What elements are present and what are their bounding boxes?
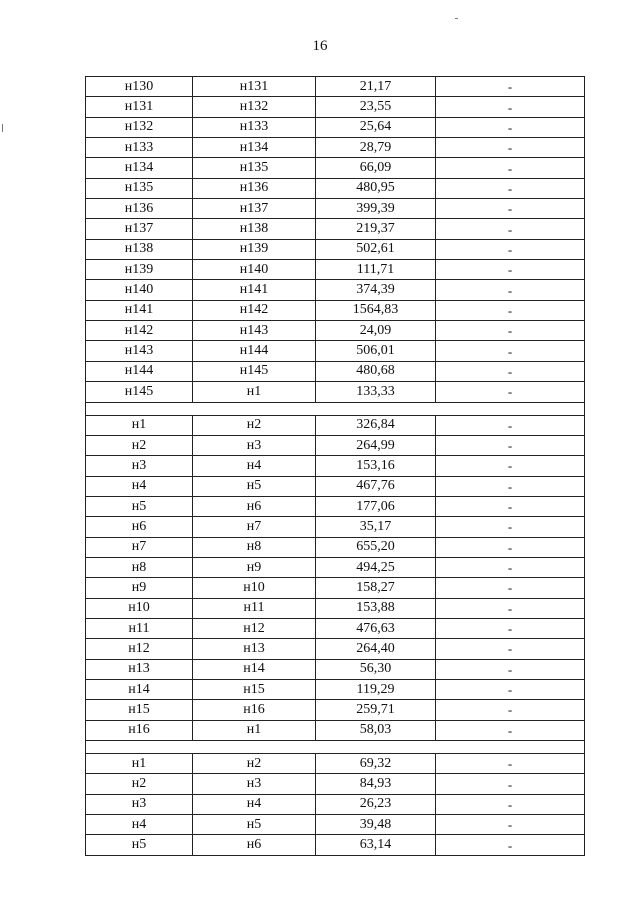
point-from-cell: н138 [86, 239, 193, 259]
distance-cell: 39,48 [316, 815, 436, 835]
point-to-cell: н14 [193, 659, 316, 679]
point-from-cell: н144 [86, 361, 193, 381]
point-from-cell: н5 [86, 835, 193, 855]
note-cell: - [436, 598, 585, 618]
distance-cell: 480,95 [316, 178, 436, 198]
table-row [86, 679, 585, 699]
note-cell: - [436, 117, 585, 137]
note-cell: - [436, 382, 585, 402]
distance-cell: 21,17 [316, 77, 436, 97]
table-row [86, 300, 585, 320]
distance-cell: 24,09 [316, 321, 436, 341]
table-row [86, 280, 585, 300]
distance-cell: 153,16 [316, 456, 436, 476]
point-from-cell: н4 [86, 815, 193, 835]
distance-cell: 25,64 [316, 117, 436, 137]
table-row [86, 476, 585, 496]
point-from-cell: н2 [86, 774, 193, 794]
point-to-cell: н11 [193, 598, 316, 618]
point-from-cell: н14 [86, 679, 193, 699]
table-row [86, 361, 585, 381]
distance-cell: 66,09 [316, 158, 436, 178]
point-from-cell: н11 [86, 618, 193, 638]
point-to-cell: н141 [193, 280, 316, 300]
point-from-cell: н9 [86, 578, 193, 598]
point-from-cell: н145 [86, 382, 193, 402]
point-from-cell: н1 [86, 754, 193, 774]
point-to-cell: н3 [193, 435, 316, 455]
note-cell: - [436, 476, 585, 496]
point-from-cell: н10 [86, 598, 193, 618]
group-separator-row [86, 402, 585, 415]
point-from-cell: н143 [86, 341, 193, 361]
point-from-cell: н1 [86, 415, 193, 435]
point-from-cell: н137 [86, 219, 193, 239]
distance-cell: 480,68 [316, 361, 436, 381]
note-cell: - [436, 435, 585, 455]
point-from-cell: н4 [86, 476, 193, 496]
point-to-cell: н6 [193, 496, 316, 516]
distance-cell: 111,71 [316, 260, 436, 280]
point-from-cell: н7 [86, 537, 193, 557]
point-to-cell: н3 [193, 774, 316, 794]
note-cell: - [436, 774, 585, 794]
point-to-cell: н15 [193, 679, 316, 699]
point-from-cell: н136 [86, 199, 193, 219]
note-cell: - [436, 794, 585, 814]
distance-cell: 153,88 [316, 598, 436, 618]
table-row [86, 496, 585, 516]
distance-cell: 502,61 [316, 239, 436, 259]
table-row [86, 517, 585, 537]
note-cell: - [436, 239, 585, 259]
point-to-cell: н1 [193, 720, 316, 740]
note-cell: - [436, 700, 585, 720]
point-from-cell: н2 [86, 435, 193, 455]
point-from-cell: н15 [86, 700, 193, 720]
separator-cell [86, 402, 585, 415]
note-cell: - [436, 178, 585, 198]
point-from-cell: н141 [86, 300, 193, 320]
separator-cell [86, 741, 585, 754]
point-from-cell: н135 [86, 178, 193, 198]
point-to-cell: н2 [193, 754, 316, 774]
table-row [86, 618, 585, 638]
note-cell: - [436, 77, 585, 97]
note-cell: - [436, 97, 585, 117]
note-cell: - [436, 496, 585, 516]
point-to-cell: н9 [193, 557, 316, 577]
note-cell: - [436, 415, 585, 435]
distance-cell: 26,23 [316, 794, 436, 814]
point-from-cell: н130 [86, 77, 193, 97]
note-cell: - [436, 659, 585, 679]
point-from-cell: н140 [86, 280, 193, 300]
distance-cell: 23,55 [316, 97, 436, 117]
point-to-cell: н131 [193, 77, 316, 97]
point-to-cell: н144 [193, 341, 316, 361]
point-to-cell: н135 [193, 158, 316, 178]
note-cell: - [436, 138, 585, 158]
distance-cell: 133,33 [316, 382, 436, 402]
note-cell: - [436, 158, 585, 178]
point-to-cell: н5 [193, 815, 316, 835]
table-row [86, 537, 585, 557]
table-row [86, 435, 585, 455]
table-row [86, 578, 585, 598]
point-to-cell: н142 [193, 300, 316, 320]
note-cell: - [436, 300, 585, 320]
table-row [86, 321, 585, 341]
point-to-cell: н6 [193, 835, 316, 855]
table-row [86, 456, 585, 476]
distance-cell: 264,40 [316, 639, 436, 659]
note-cell: - [436, 517, 585, 537]
table-row [86, 239, 585, 259]
scan-mark-right [455, 18, 458, 19]
point-to-cell: н138 [193, 219, 316, 239]
distance-cell: 399,39 [316, 199, 436, 219]
point-from-cell: н6 [86, 517, 193, 537]
note-cell: - [436, 557, 585, 577]
point-to-cell: н134 [193, 138, 316, 158]
distance-cell: 69,32 [316, 754, 436, 774]
point-to-cell: н139 [193, 239, 316, 259]
table-row [86, 260, 585, 280]
note-cell: - [436, 280, 585, 300]
distance-cell: 119,29 [316, 679, 436, 699]
point-from-cell: н3 [86, 456, 193, 476]
point-to-cell: н137 [193, 199, 316, 219]
table-row [86, 138, 585, 158]
table-row [86, 341, 585, 361]
distance-cell: 259,71 [316, 700, 436, 720]
table-row [86, 815, 585, 835]
point-from-cell: н5 [86, 496, 193, 516]
scan-mark-left [2, 124, 3, 132]
point-to-cell: н12 [193, 618, 316, 638]
point-from-cell: н13 [86, 659, 193, 679]
point-to-cell: н5 [193, 476, 316, 496]
note-cell: - [436, 815, 585, 835]
distance-cell: 467,76 [316, 476, 436, 496]
note-cell: - [436, 537, 585, 557]
point-to-cell: н10 [193, 578, 316, 598]
boundary-coordinates-table [85, 76, 585, 856]
point-from-cell: н131 [86, 97, 193, 117]
point-to-cell: н16 [193, 700, 316, 720]
note-cell: - [436, 754, 585, 774]
distance-cell: 63,14 [316, 835, 436, 855]
note-cell: - [436, 199, 585, 219]
table-row [86, 794, 585, 814]
distance-cell: 1564,83 [316, 300, 436, 320]
distance-cell: 58,03 [316, 720, 436, 740]
point-from-cell: н8 [86, 557, 193, 577]
point-to-cell: н7 [193, 517, 316, 537]
point-to-cell: н145 [193, 361, 316, 381]
point-from-cell: н133 [86, 138, 193, 158]
note-cell: - [436, 835, 585, 855]
group-separator-row [86, 741, 585, 754]
point-to-cell: н1 [193, 382, 316, 402]
table-row [86, 700, 585, 720]
distance-cell: 494,25 [316, 557, 436, 577]
note-cell: - [436, 341, 585, 361]
table-row [86, 659, 585, 679]
distance-cell: 177,06 [316, 496, 436, 516]
distance-cell: 326,84 [316, 415, 436, 435]
point-to-cell: н2 [193, 415, 316, 435]
distance-cell: 35,17 [316, 517, 436, 537]
note-cell: - [436, 260, 585, 280]
note-cell: - [436, 219, 585, 239]
distance-cell: 158,27 [316, 578, 436, 598]
table-row [86, 415, 585, 435]
distance-cell: 28,79 [316, 138, 436, 158]
distance-cell: 219,37 [316, 219, 436, 239]
table-row [86, 97, 585, 117]
table-row [86, 178, 585, 198]
table-row [86, 835, 585, 855]
table-row [86, 720, 585, 740]
point-to-cell: н140 [193, 260, 316, 280]
point-to-cell: н4 [193, 456, 316, 476]
table-row [86, 158, 585, 178]
distance-cell: 374,39 [316, 280, 436, 300]
note-cell: - [436, 456, 585, 476]
table-row [86, 639, 585, 659]
note-cell: - [436, 618, 585, 638]
distance-cell: 506,01 [316, 341, 436, 361]
note-cell: - [436, 720, 585, 740]
table-row [86, 382, 585, 402]
table-row [86, 117, 585, 137]
point-from-cell: н139 [86, 260, 193, 280]
point-to-cell: н143 [193, 321, 316, 341]
table-row [86, 598, 585, 618]
table-row [86, 77, 585, 97]
distance-cell: 56,30 [316, 659, 436, 679]
table-row [86, 774, 585, 794]
point-from-cell: н132 [86, 117, 193, 137]
page-number: 16 [312, 38, 328, 54]
distance-cell: 264,99 [316, 435, 436, 455]
table-row [86, 199, 585, 219]
note-cell: - [436, 361, 585, 381]
distance-cell: 655,20 [316, 537, 436, 557]
point-from-cell: н16 [86, 720, 193, 740]
distance-cell: 84,93 [316, 774, 436, 794]
note-cell: - [436, 679, 585, 699]
distance-cell: 476,63 [316, 618, 436, 638]
point-to-cell: н4 [193, 794, 316, 814]
point-from-cell: н3 [86, 794, 193, 814]
note-cell: - [436, 321, 585, 341]
note-cell: - [436, 578, 585, 598]
point-from-cell: н12 [86, 639, 193, 659]
table-row [86, 219, 585, 239]
table-body [86, 77, 585, 856]
point-to-cell: н136 [193, 178, 316, 198]
point-from-cell: н134 [86, 158, 193, 178]
point-to-cell: н13 [193, 639, 316, 659]
point-to-cell: н8 [193, 537, 316, 557]
point-to-cell: н132 [193, 97, 316, 117]
table-row [86, 557, 585, 577]
point-to-cell: н133 [193, 117, 316, 137]
table-row [86, 754, 585, 774]
note-cell: - [436, 639, 585, 659]
point-from-cell: н142 [86, 321, 193, 341]
